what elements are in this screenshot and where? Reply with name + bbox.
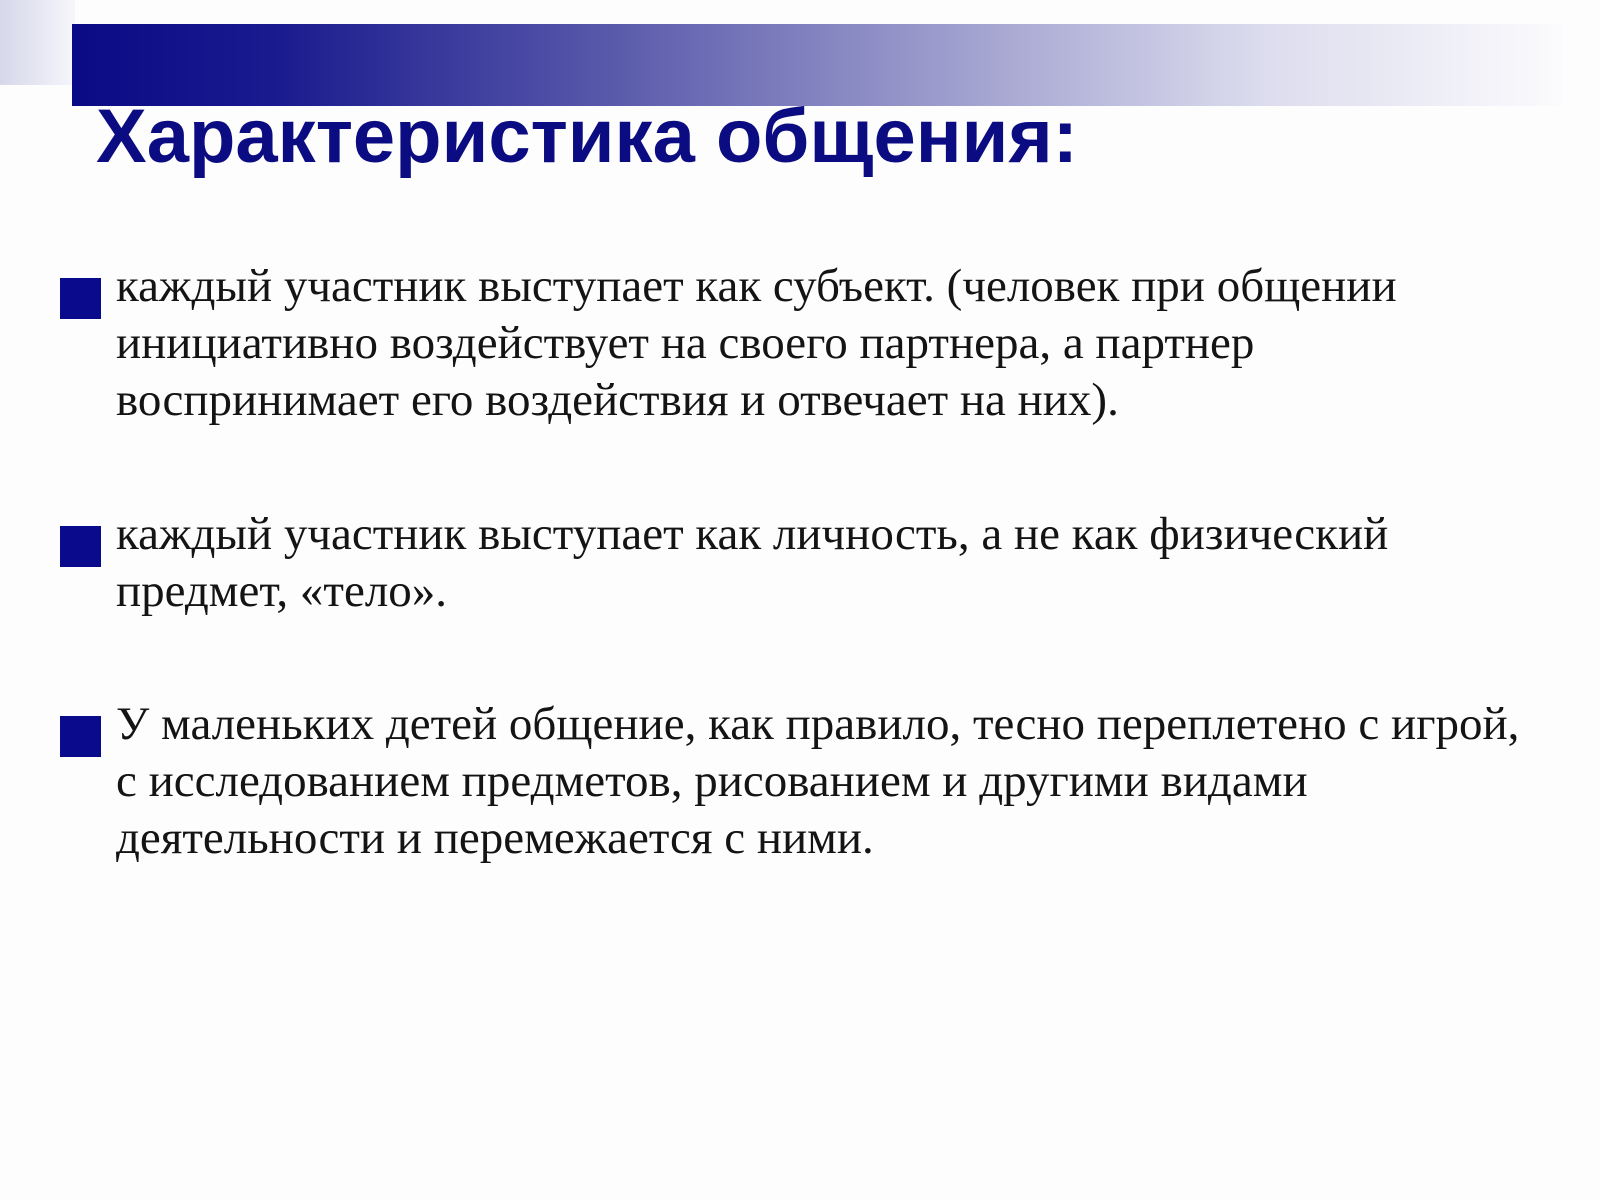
bullet-list bbox=[60, 258, 1520, 867]
bullet-text: каждый участник выступает как субъект. (человек при общении инициативно воздействует на своего партнера, а партнер воспринимает его воздействия и отвечает на них). bbox=[116, 260, 1397, 426]
square-bullet-icon bbox=[60, 526, 101, 567]
square-bullet-icon bbox=[60, 278, 101, 319]
slide-title: Характеристика общения: bbox=[96, 94, 1078, 179]
bullet-item-children bbox=[60, 696, 1520, 867]
bullet-text: У маленьких детей общение, как правило, тесно переплетено с игрой, с исследованием предметов, рисованием и другими видами деятельности и перемежается с ними. bbox=[116, 698, 1520, 864]
corner-decoration bbox=[0, 0, 75, 85]
bullet-item-subject bbox=[60, 258, 1520, 429]
bullet-text: каждый участник выступает как личность, а не как физический предмет, «тело». bbox=[116, 508, 1389, 617]
bullet-item-personality bbox=[60, 506, 1520, 620]
square-bullet-icon bbox=[60, 716, 101, 757]
